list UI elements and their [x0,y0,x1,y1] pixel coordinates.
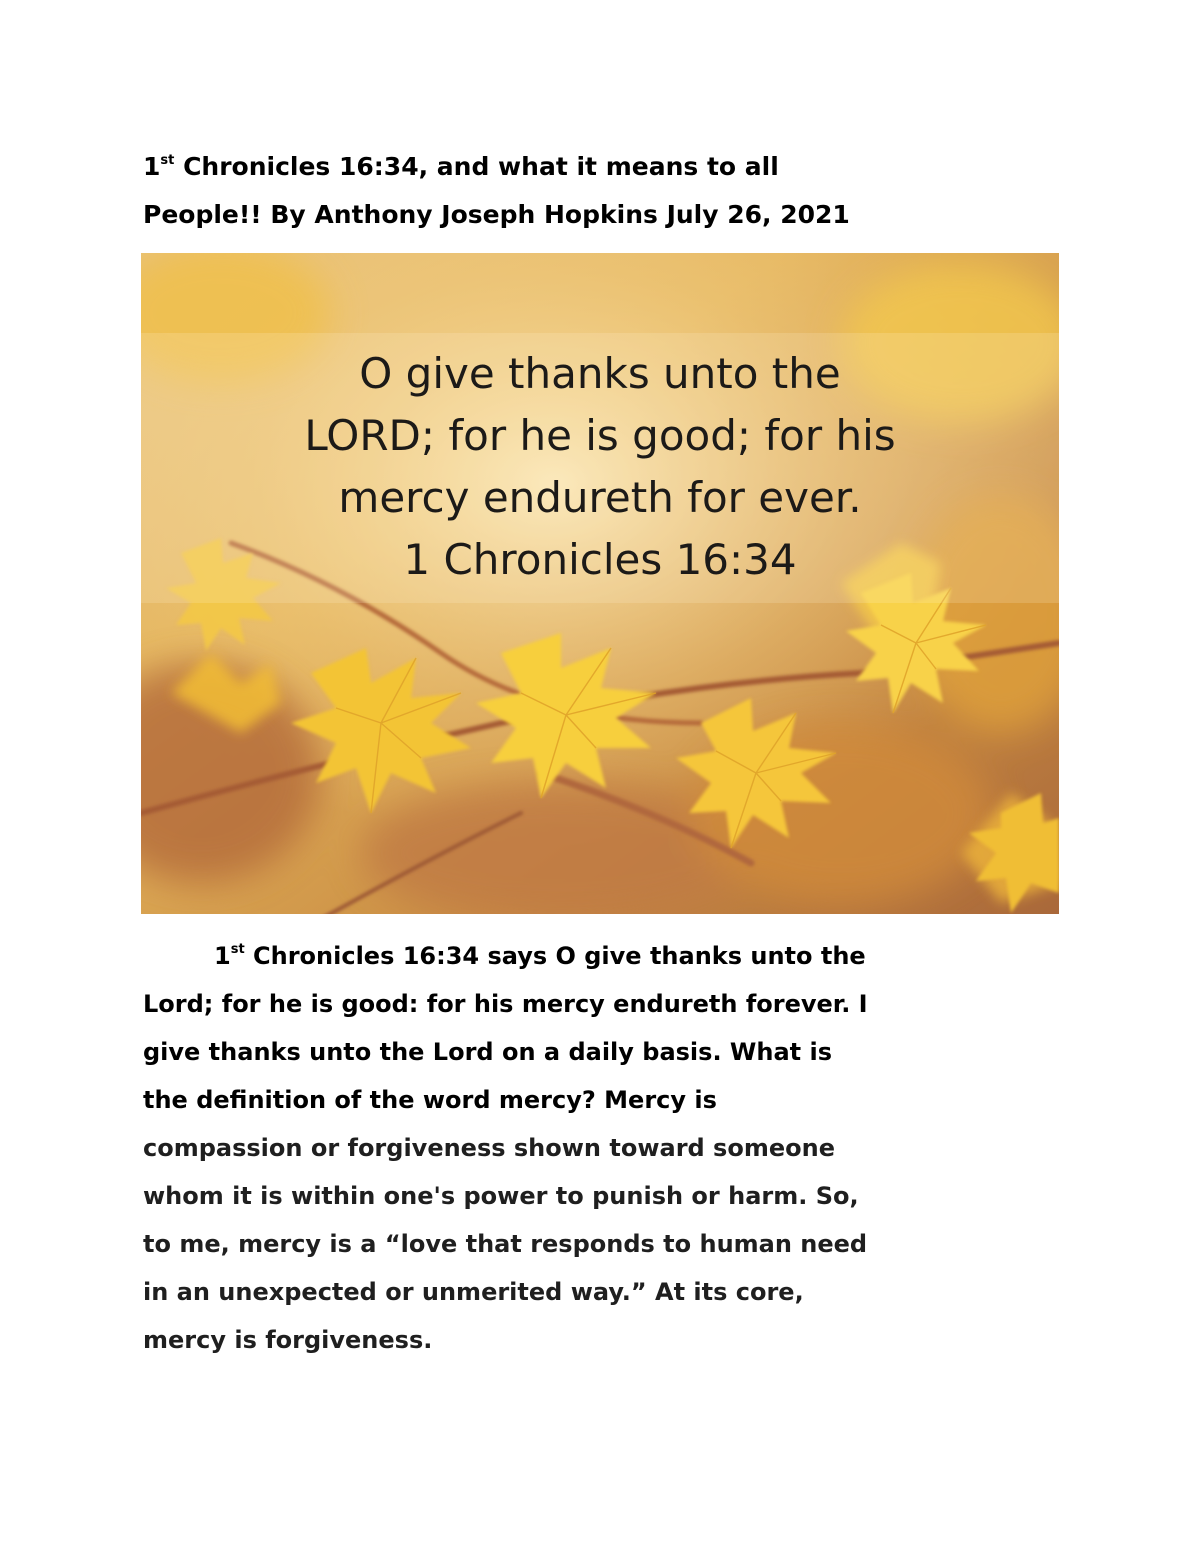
title-ordinal-suffix: st [160,152,175,168]
body-ordinal-number: 1 [214,942,231,970]
title-line-1-text: Chronicles 16:34, and what it means to all [174,152,779,181]
verse-line: LORD; for he is good; for his [304,411,896,460]
body-ordinal-suffix: st [230,942,245,957]
autumn-leaves-verse-image [141,253,1059,914]
body-line: to me, mercy is a “love that responds to human need [143,1230,868,1258]
document-title [143,143,1073,239]
body-line: in an unexpected or unmerited way.” At its core, [143,1278,804,1306]
body-line: Chronicles 16:34 says O give thanks unto the [244,942,866,970]
verse-reference: 1 Chronicles 16:34 [403,535,797,584]
title-line-2: People!! By Anthony Joseph Hopkins July 26, 2021 [143,200,850,229]
body-line: the definition of the word mercy? Mercy is [143,1086,717,1114]
body-line: compassion or forgiveness shown toward someone [143,1134,835,1162]
body-line: give thanks unto the Lord on a daily basis. What is [143,1038,833,1066]
body-paragraph [143,932,1063,1364]
verse-line: O give thanks unto the [359,349,841,398]
title-ordinal-number: 1 [143,152,161,181]
title-line-1 [143,152,779,181]
body-line: whom it is within one's power to punish or harm. So, [143,1182,859,1210]
body-line: mercy is forgiveness. [143,1326,433,1354]
body-line: Lord; for he is good: for his mercy endureth forever. I [143,990,868,1018]
scripture-verse-text [141,343,1059,591]
verse-line: mercy endureth for ever. [338,473,862,522]
